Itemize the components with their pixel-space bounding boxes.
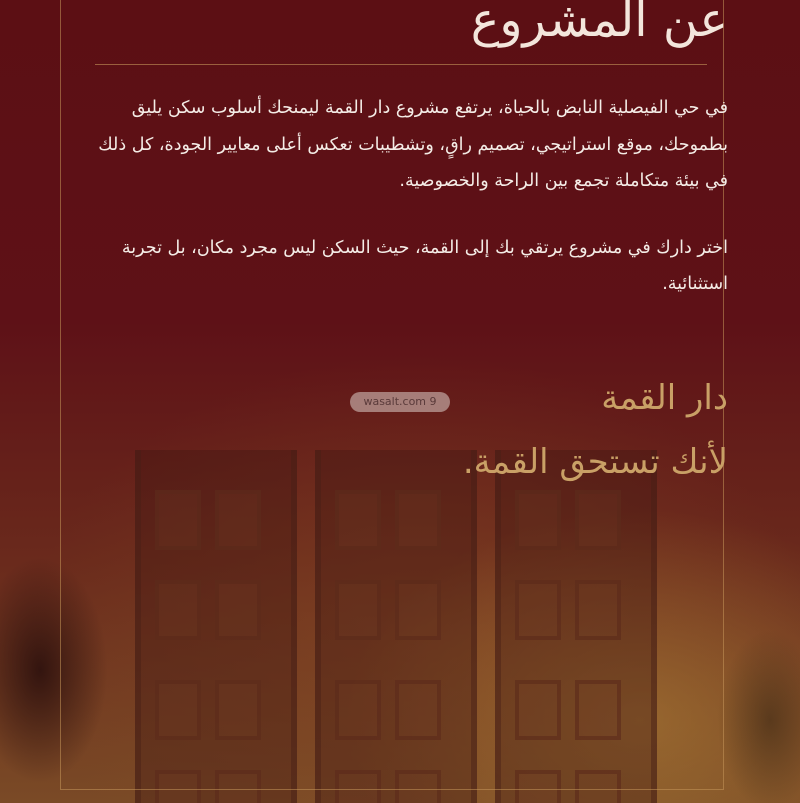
page-title: عن المشروع: [470, 0, 728, 48]
description-paragraph-1: في حي الفيصلية النابض بالحياة، يرتفع مشروع دار القمة ليمنحك أسلوب سكن يليق بطموحك، موقع استراتيجي، تصميم راقٍ، وتشطيبات تعكس أعلى معايير الجودة، كل ذلك في بيئة متكاملة تجمع بين الراحة والخصوصية.: [98, 98, 728, 191]
project-slogan: لأنك تستحق القمة.: [462, 442, 728, 482]
site-watermark: wasalt.com 9: [350, 392, 450, 412]
project-description: [88, 90, 728, 333]
title-divider: [95, 64, 707, 65]
project-name: دار القمة: [601, 378, 728, 418]
description-paragraph-2: اختر دارك في مشروع يرتقي بك إلى القمة، حيث السكن ليس مجرد مكان، بل تجربة استثنائية.: [121, 237, 728, 294]
